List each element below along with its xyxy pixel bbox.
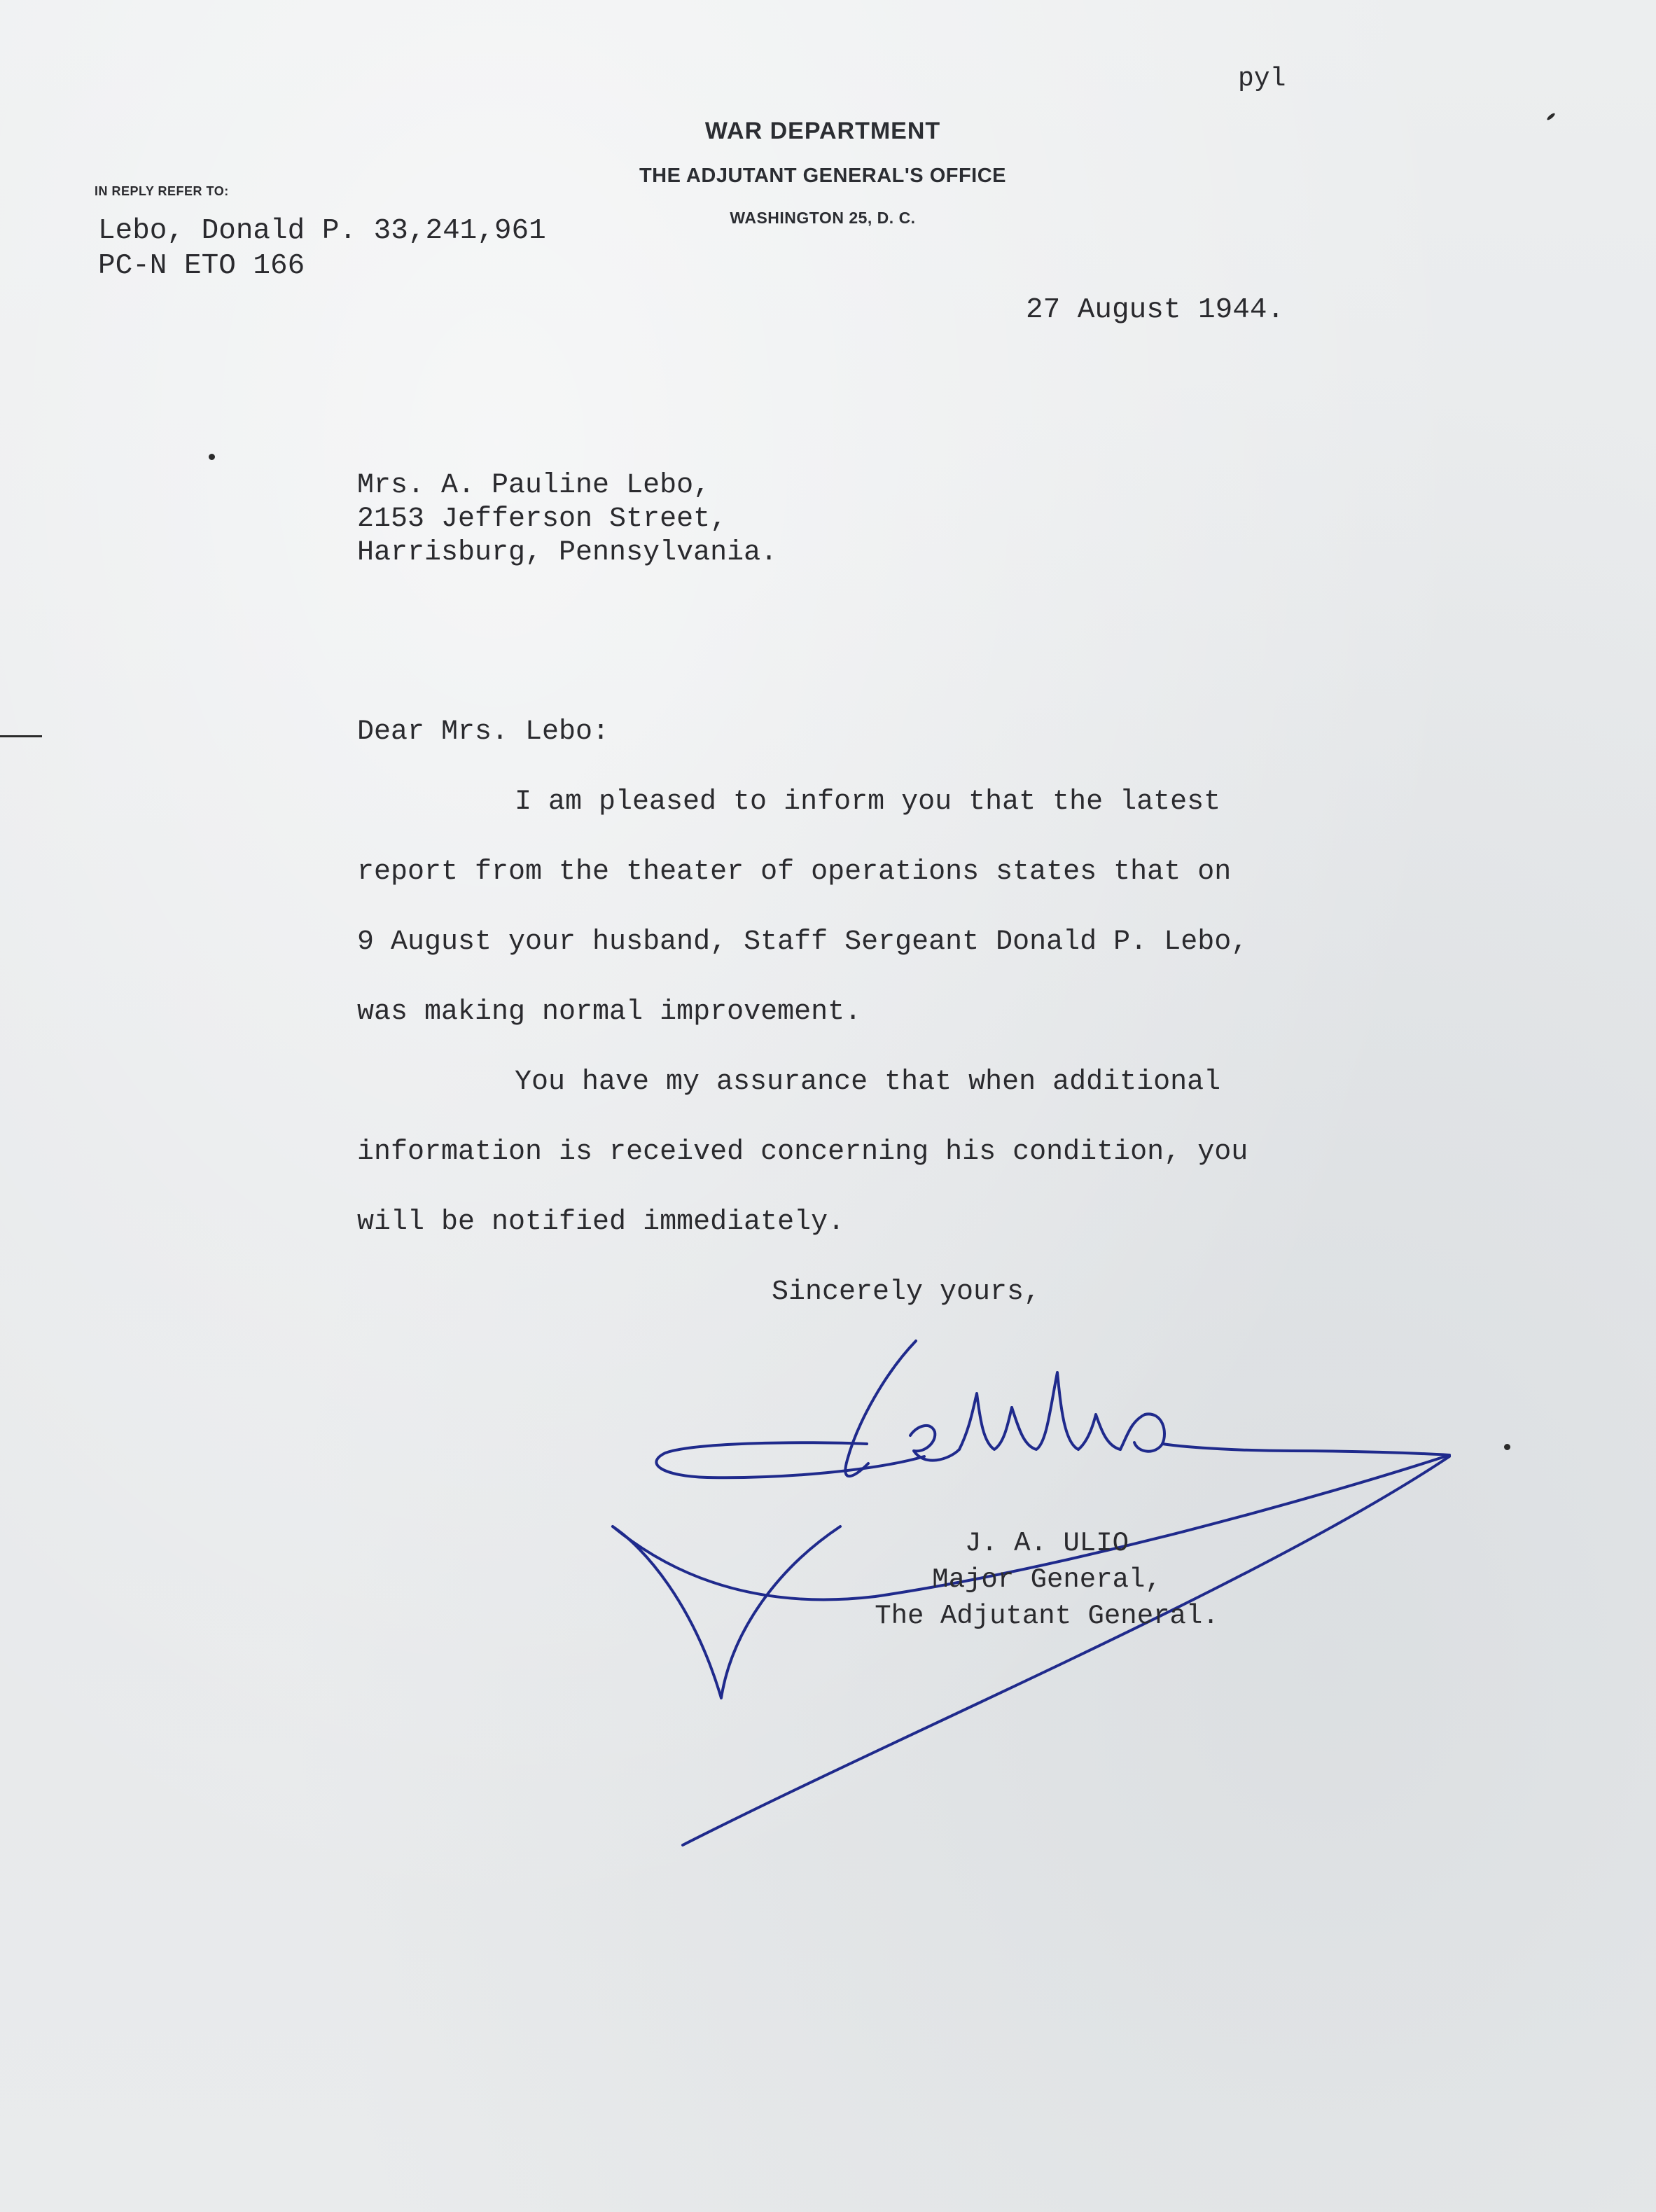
recipient-city: Harrisburg, Pennsylvania. bbox=[357, 537, 778, 569]
body-line: I am pleased to inform you that the latest bbox=[515, 786, 1221, 818]
letterhead-office: THE ADJUTANT GENERAL'S OFFICE bbox=[639, 165, 1007, 187]
reply-refer-label: IN REPLY REFER TO: bbox=[95, 184, 229, 198]
letterhead-city: WASHINGTON 25, D. C. bbox=[730, 209, 916, 227]
letterhead-department: WAR DEPARTMENT bbox=[704, 118, 941, 144]
letter-date: 27 August 1944. bbox=[1026, 294, 1285, 326]
paper-speck bbox=[209, 454, 215, 460]
salutation: Dear Mrs. Lebo: bbox=[357, 716, 610, 748]
margin-mark bbox=[0, 735, 42, 737]
recipient-street: 2153 Jefferson Street, bbox=[357, 503, 728, 535]
closing: Sincerely yours, bbox=[772, 1277, 1041, 1308]
reference-line-2: PC-N ETO 166 bbox=[98, 250, 305, 282]
signatory-rank: Major General, bbox=[932, 1564, 1162, 1595]
paper-speck bbox=[1504, 1444, 1510, 1450]
body-line: was making normal improvement. bbox=[357, 996, 862, 1028]
signatory-title: The Adjutant General. bbox=[875, 1601, 1219, 1632]
reference-line-1: Lebo, Donald P. 33,241,961 bbox=[98, 215, 546, 247]
body-line: will be notified immediately. bbox=[357, 1206, 845, 1238]
signatory-name: J. A. ULIO bbox=[964, 1528, 1129, 1559]
typist-initials: pyl bbox=[1238, 64, 1286, 94]
body-line: information is received concerning his condition, you bbox=[357, 1136, 1248, 1168]
body-line: 9 August your husband, Staff Sergeant Donald P. Lebo, bbox=[357, 926, 1248, 958]
recipient-name: Mrs. A. Pauline Lebo, bbox=[357, 470, 711, 501]
body-line: report from the theater of operations states that on bbox=[357, 856, 1232, 888]
body-line: You have my assurance that when additional bbox=[515, 1066, 1221, 1098]
